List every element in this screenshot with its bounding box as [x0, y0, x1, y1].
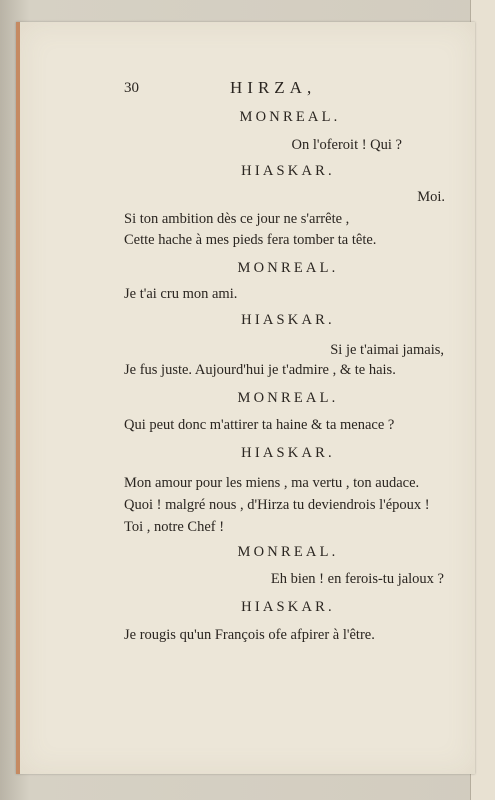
speaker-name: HIASKAR.	[241, 599, 335, 615]
speaker-name: HIASKAR.	[241, 312, 335, 328]
speaker-name: MONREAL.	[239, 109, 341, 125]
verse-line: Eh bien ! en ferois-tu jaloux ?	[270, 571, 444, 587]
verse-line: Si je t'aimai jamais,	[330, 342, 444, 358]
verse-line: Cette hache à mes pieds fera tomber ta tête.	[124, 232, 377, 248]
verse-line: Qui peut donc m'attirer ta haine & ta menace ?	[124, 417, 395, 433]
verse-line: Si ton ambition dès ce jour ne s'arrête ,	[124, 211, 350, 227]
speaker-name: HIASKAR.	[241, 445, 335, 461]
speaker-name: MONREAL.	[237, 260, 339, 276]
speaker-name: HIASKAR.	[241, 163, 335, 179]
verse-line: Mon amour pour les miens , ma vertu , ton audace.	[124, 475, 420, 491]
page-number: 30	[124, 80, 139, 96]
running-head: HIRZA,	[230, 78, 317, 97]
verse-line: On l'oferoit ! Qui ?	[291, 137, 402, 153]
verse-line: Moi.	[417, 189, 445, 205]
speaker-name: MONREAL.	[237, 390, 339, 406]
verse-line: Je fus juste. Aujourd'hui je t'admire , & te hais.	[124, 362, 396, 378]
verse-line: Toi , notre Chef !	[124, 519, 225, 535]
verse-line: Quoi ! malgré nous , d'Hirza tu deviendrois l'époux !	[124, 497, 430, 513]
verse-line: Je t'ai cru mon ami.	[124, 286, 238, 302]
verse-line: Je rougis qu'un François ofe afpirer à l'être.	[124, 627, 375, 643]
speaker-name: MONREAL.	[237, 544, 339, 560]
